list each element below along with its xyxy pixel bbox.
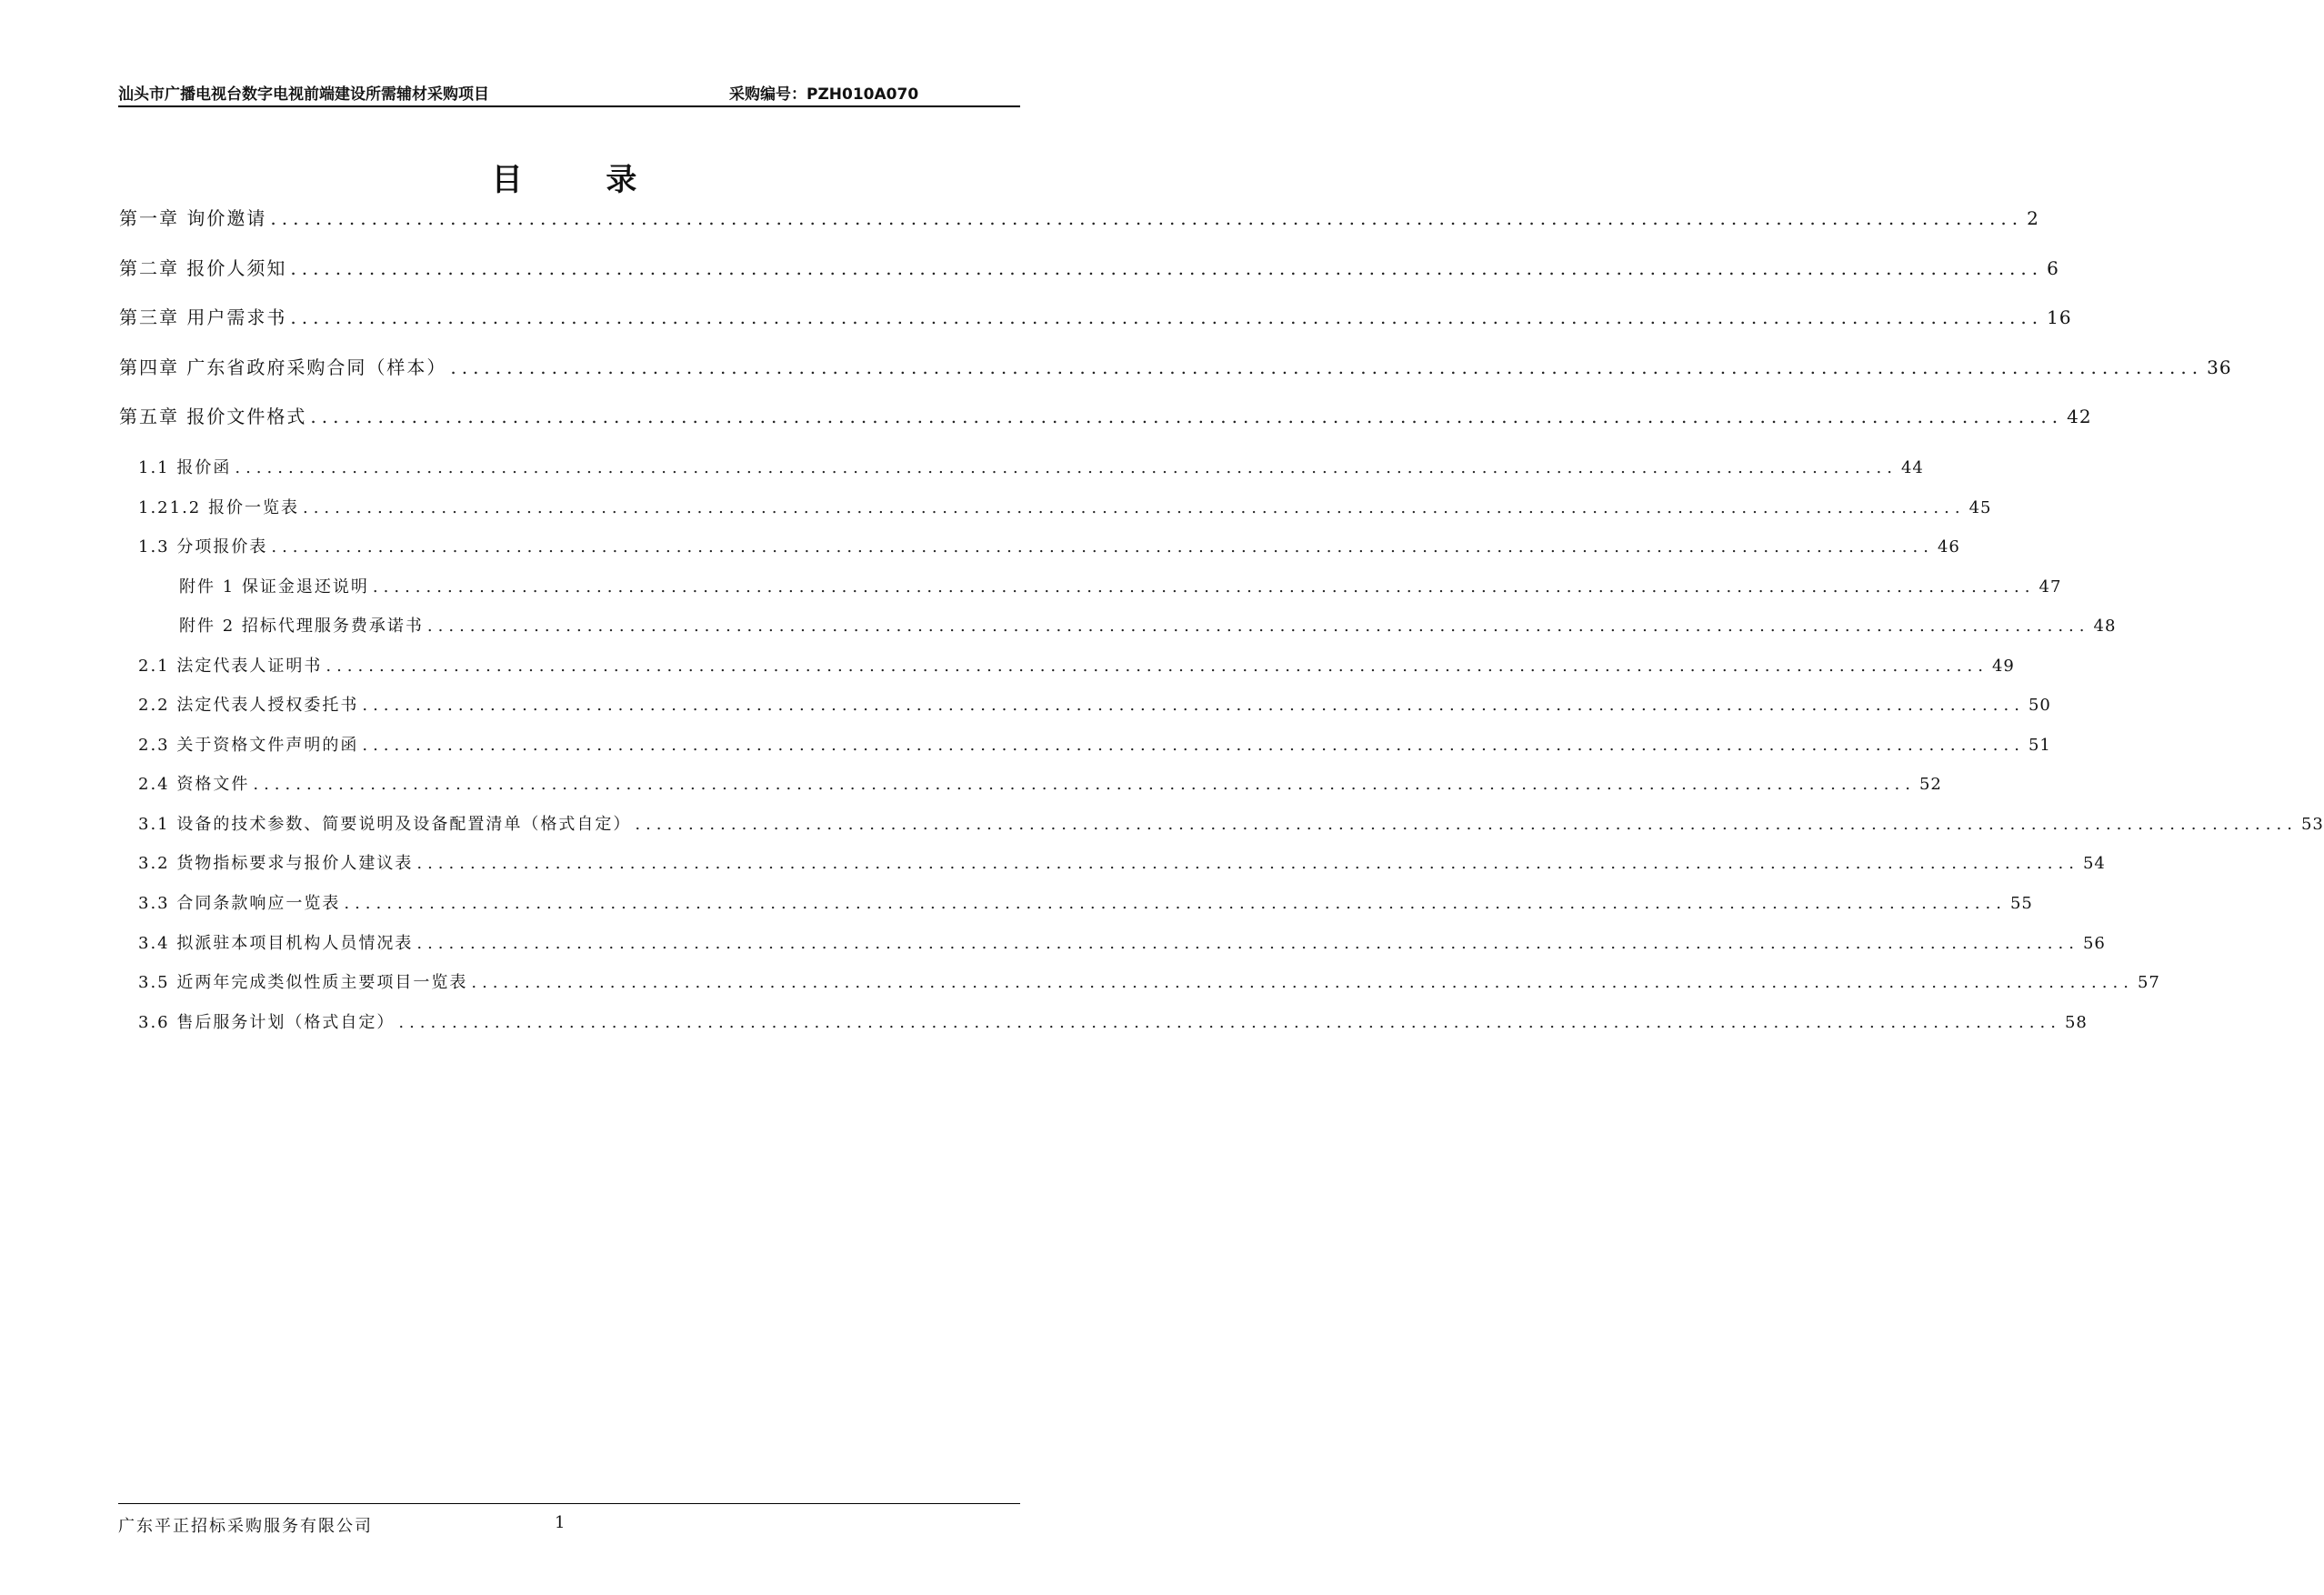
dot-leader: ............................................................................................................................................................ bbox=[362, 736, 2025, 755]
dot-leader: ............................................................................................................................................................ bbox=[344, 894, 2007, 913]
company-name: 广东平正招标采购服务有限公司 bbox=[118, 1517, 373, 1536]
toc-section-2-3[interactable] bbox=[138, 732, 2051, 756]
dot-leader: ............................................................................................................................................................ bbox=[290, 306, 2044, 328]
dot-leader: ............................................................................................................................................................ bbox=[270, 207, 2024, 229]
dot-leader: ............................................................................................................................................................ bbox=[302, 498, 1966, 517]
toc-entry-label: 2.1 法定代表人证明书 bbox=[138, 657, 323, 676]
toc-entry-label: 第一章 询价邀请 bbox=[119, 207, 267, 229]
toc-section-1-1[interactable] bbox=[138, 455, 1924, 478]
toc-entry-label: 3.4 拟派驻本项目机构人员情况表 bbox=[138, 934, 414, 953]
toc-section-3-3[interactable] bbox=[138, 890, 2033, 914]
toc-entry-label: 第二章 报价人须知 bbox=[119, 257, 287, 279]
dot-leader: ............................................................................................................................................................ bbox=[253, 775, 1916, 794]
toc-entry-label: 第三章 用户需求书 bbox=[119, 306, 287, 328]
toc-entry-label: 1.3 分项报价表 bbox=[138, 537, 268, 557]
toc-entry-label: 第四章 广东省政府采购合同（样本） bbox=[119, 356, 447, 378]
toc-chapter-2[interactable] bbox=[119, 254, 2059, 280]
dot-leader: ............................................................................................................................................................ bbox=[290, 257, 2044, 279]
toc-entry-label: 1.1 报价函 bbox=[138, 458, 232, 477]
toc-section-1-3[interactable] bbox=[138, 534, 1960, 557]
dot-leader: ............................................................................................................................................................ bbox=[362, 696, 2025, 715]
toc-title: 目 录 bbox=[491, 162, 674, 198]
page-footer bbox=[118, 1503, 1020, 1551]
toc-entry-page: 16 bbox=[2047, 306, 2072, 328]
toc-section-3-2[interactable] bbox=[138, 850, 2106, 874]
toc-section-3-4[interactable] bbox=[138, 930, 2106, 954]
toc-entry-label: 3.2 货物指标要求与报价人建议表 bbox=[138, 854, 414, 873]
toc-entry-page: 54 bbox=[2082, 854, 2106, 873]
toc-entry-label: 3.3 合同条款响应一览表 bbox=[138, 894, 341, 913]
toc-entry-label: 2.3 关于资格文件声明的函 bbox=[138, 736, 359, 755]
toc-entry-page: 47 bbox=[2039, 577, 2062, 597]
toc-entry-page: 48 bbox=[2093, 617, 2117, 636]
dot-leader: ............................................................................................................................................................ bbox=[450, 356, 2204, 378]
toc-entry-page: 6 bbox=[2047, 257, 2059, 279]
toc-entry-page: 46 bbox=[1937, 537, 1960, 557]
dot-leader: ............................................................................................................................................................ bbox=[372, 577, 2036, 597]
procurement-code: 采购编号：PZH010A070 bbox=[729, 85, 919, 104]
toc-entry-page: 56 bbox=[2082, 934, 2106, 953]
page-number: 1 bbox=[555, 1513, 566, 1532]
dot-leader: ............................................................................................................................................................ bbox=[310, 406, 2064, 427]
dot-leader: ............................................................................................................................................................ bbox=[635, 815, 2298, 834]
dot-leader: ............................................................................................................................................................ bbox=[398, 1013, 2061, 1032]
toc-entry-page: 53 bbox=[2300, 815, 2324, 834]
toc-chapter-4[interactable] bbox=[119, 353, 2232, 379]
toc-chapter-5[interactable] bbox=[119, 402, 2092, 428]
toc-entry-page: 42 bbox=[2067, 406, 2092, 427]
toc-entry-label: 附件 1 保证金退还说明 bbox=[179, 577, 369, 597]
toc-entry-page: 36 bbox=[2207, 356, 2232, 378]
dot-leader: ............................................................................................................................................................ bbox=[426, 617, 2090, 636]
toc-section-3-6[interactable] bbox=[138, 1009, 2088, 1033]
project-title: 汕头市广播电视台数字电视前端建设所需辅材采购项目 bbox=[118, 85, 489, 104]
toc-section-3-5[interactable] bbox=[138, 969, 2160, 993]
toc-entry-label: 附件 2 招标代理服务费承诺书 bbox=[179, 617, 424, 636]
dot-leader: ............................................................................................................................................................ bbox=[326, 657, 1988, 676]
toc-section-1-2[interactable] bbox=[138, 495, 1992, 518]
toc-entry-label: 2.2 法定代表人授权委托书 bbox=[138, 696, 359, 715]
toc-chapter-3[interactable] bbox=[119, 303, 2072, 329]
toc-entry-page: 55 bbox=[2009, 894, 2033, 913]
toc-entry-page: 50 bbox=[2028, 696, 2051, 715]
toc-attachment-2[interactable] bbox=[179, 613, 2117, 637]
toc-entry-page: 58 bbox=[2064, 1013, 2088, 1032]
toc-entry-label: 3.6 售后服务计划（格式自定） bbox=[138, 1013, 396, 1032]
toc-entry-label: 1.21.2 报价一览表 bbox=[138, 498, 299, 517]
dot-leader: ............................................................................................................................................................ bbox=[416, 934, 2079, 953]
dot-leader: ............................................................................................................................................................ bbox=[471, 973, 2134, 992]
toc-attachment-1[interactable] bbox=[179, 574, 2062, 597]
toc-section-2-4[interactable] bbox=[138, 771, 1942, 795]
toc-entry-label: 2.4 资格文件 bbox=[138, 775, 250, 794]
toc-entry-label: 3.1 设备的技术参数、简要说明及设备配置清单（格式自定） bbox=[138, 815, 632, 834]
toc-chapter-1[interactable] bbox=[119, 204, 2039, 230]
toc-entry-page: 2 bbox=[2027, 207, 2039, 229]
toc-section-3-1[interactable] bbox=[138, 811, 2324, 835]
page-header bbox=[118, 78, 1020, 107]
toc-section-2-1[interactable] bbox=[138, 653, 2015, 677]
toc-entry-label: 第五章 报价文件格式 bbox=[119, 406, 307, 427]
dot-leader: ............................................................................................................................................................ bbox=[235, 458, 1898, 477]
toc-entry-page: 45 bbox=[1968, 498, 1992, 517]
toc-entry-page: 44 bbox=[1900, 458, 1924, 477]
toc-section-2-2[interactable] bbox=[138, 692, 2051, 716]
dot-leader: ............................................................................................................................................................ bbox=[416, 854, 2079, 873]
dot-leader: ............................................................................................................................................................ bbox=[271, 537, 1934, 557]
toc-entry-label: 3.5 近两年完成类似性质主要项目一览表 bbox=[138, 973, 468, 992]
toc-entry-page: 52 bbox=[1918, 775, 1942, 794]
toc-entry-page: 49 bbox=[1991, 657, 2015, 676]
toc-entry-page: 57 bbox=[2137, 973, 2160, 992]
toc-entry-page: 51 bbox=[2028, 736, 2051, 755]
